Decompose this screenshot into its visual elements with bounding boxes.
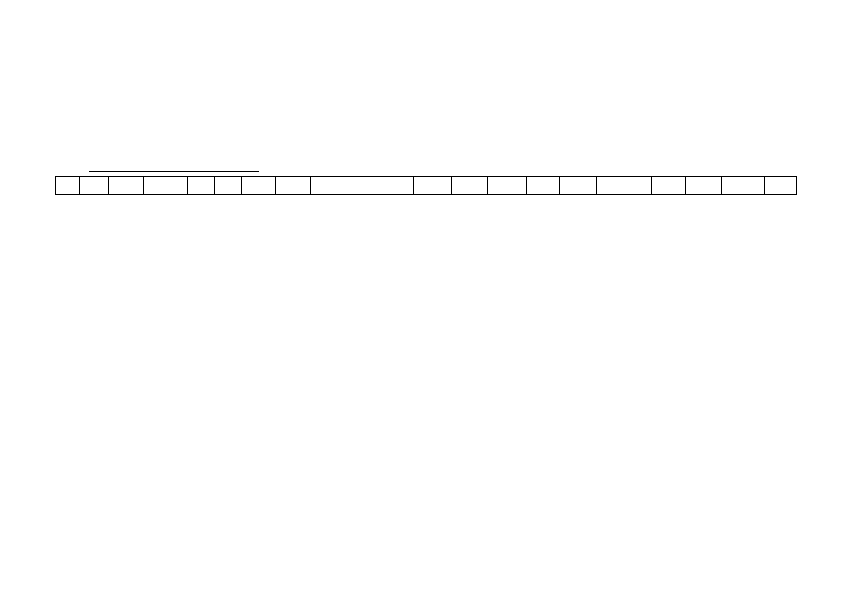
header-taxpayer-id: [414, 177, 451, 195]
header-company: [80, 177, 109, 195]
header-remarks: [764, 177, 796, 195]
header-awards: [722, 177, 764, 195]
header-revenue: [242, 177, 276, 195]
header-tax-group: [310, 177, 414, 195]
header-product-sales: [276, 177, 310, 195]
header-cert-unit: [686, 177, 722, 195]
info-table: [55, 176, 797, 195]
seal-underline: [89, 171, 259, 172]
header-trademark: [187, 177, 214, 195]
header-assets: [487, 177, 526, 195]
header-industry-group: [143, 177, 187, 195]
header-year: [215, 177, 242, 195]
header-product: [109, 177, 143, 195]
header-seq: [56, 177, 80, 195]
header-donation: [596, 177, 651, 195]
header-innovation: [527, 177, 560, 195]
header-export: [451, 177, 487, 195]
header-county: [651, 177, 685, 195]
header-quality: [560, 177, 596, 195]
